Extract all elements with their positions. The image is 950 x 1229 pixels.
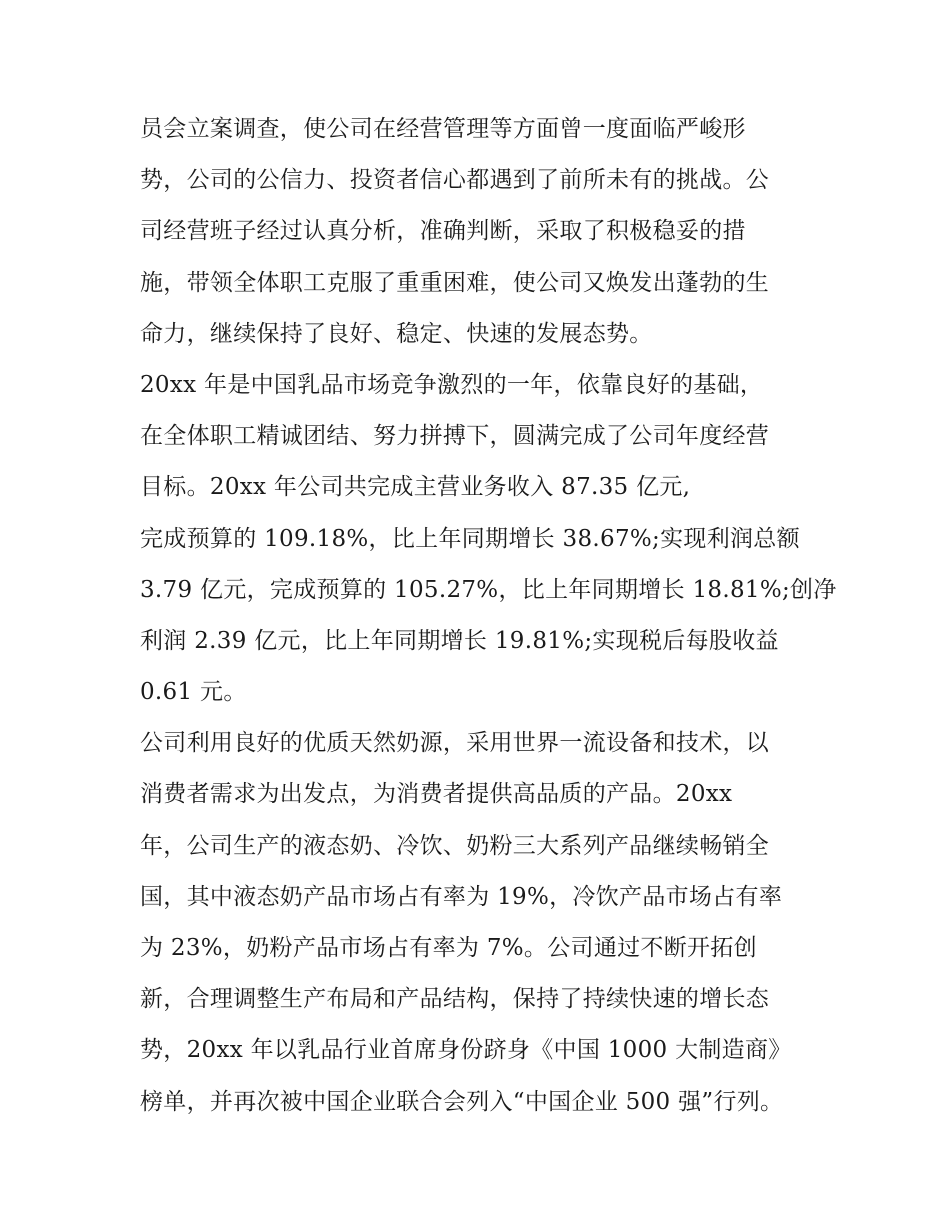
text-line: 20xx 年是中国乳品市场竞争激烈的一年，依靠良好的基础， — [140, 371, 764, 398]
text-line: 榜单，并再次被中国企业联合会列入“中国企业 500 强”行列。 — [140, 1088, 784, 1115]
text-line: 完成预算的 109.18%，比上年同期增长 38.67%;实现利润总额 — [140, 525, 800, 552]
text-line: 势，公司的公信力、投资者信心都遇到了前所未有的挑战。公 — [140, 167, 770, 194]
text-line: 新，合理调整生产布局和产品结构，保持了持续快速的增长态 — [140, 986, 770, 1013]
text-line: 势，20xx 年以乳品行业首席身份跻身《中国 1000 大制造商》 — [140, 1037, 792, 1064]
document-body — [140, 104, 837, 1128]
text-line: 3.79 亿元，完成预算的 105.27%，比上年同期增长 18.81%;创净 — [140, 576, 837, 603]
text-line: 命力，继续保持了良好、稳定、快速的发展态势。 — [140, 320, 653, 347]
text-line: 利润 2.39 亿元，比上年同期增长 19.81%;实现税后每股收益 — [140, 627, 779, 654]
text-line: 国，其中液态奶产品市场占有率为 19%，冷饮产品市场占有率 — [140, 883, 783, 910]
text-line: 司经营班子经过认真分析，准确判断，采取了积极稳妥的措 — [140, 218, 746, 245]
text-line: 0.61 元。 — [140, 679, 247, 706]
text-line: 公司利用良好的优质天然奶源，采用世界一流设备和技术，以 — [140, 730, 770, 757]
text-line: 年，公司生产的液态奶、冷饮、奶粉三大系列产品继续畅销全 — [140, 832, 770, 859]
text-line: 施，带领全体职工克服了重重困难，使公司又焕发出蓬勃的生 — [140, 269, 770, 296]
text-line: 为 23%，奶粉产品市场占有率为 7%。公司通过不断开拓创 — [140, 935, 757, 961]
text-line: 在全体职工精诚团结、努力拼搏下，圆满完成了公司年度经营 — [140, 423, 770, 450]
text-line: 员会立案调查，使公司在经营管理等方面曾一度面临严峻形 — [140, 116, 746, 142]
text-line: 目标。20xx 年公司共完成主营业务收入 87.35 亿元, — [140, 474, 691, 501]
text-line: 消费者需求为出发点，为消费者提供高品质的产品。20xx — [140, 781, 733, 808]
